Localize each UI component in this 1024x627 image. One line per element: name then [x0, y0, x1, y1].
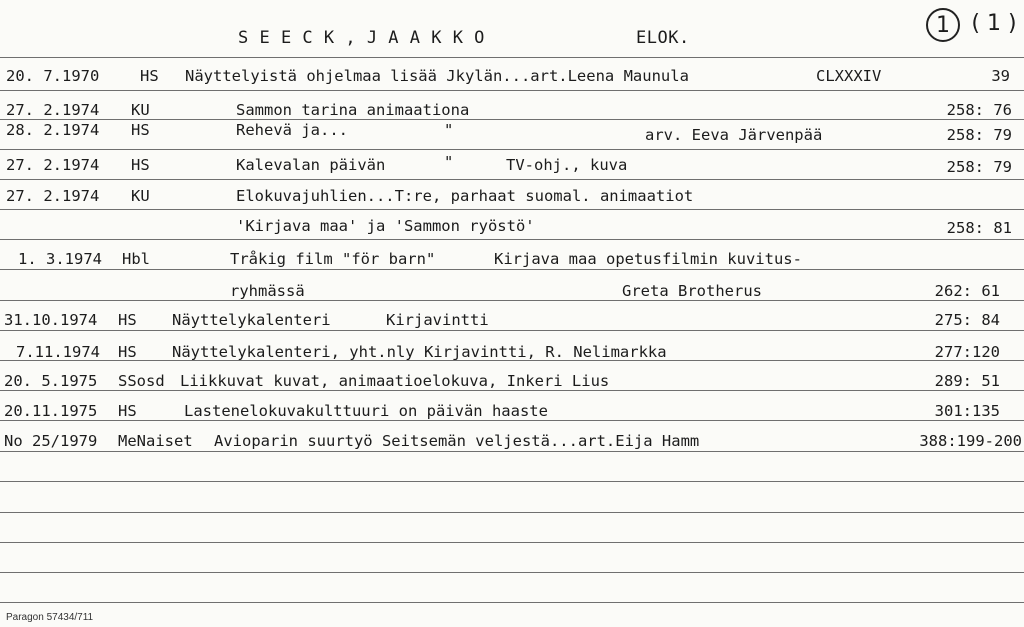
entry-date: 27. 2.1974: [6, 187, 100, 205]
entry-source: HS: [118, 311, 137, 329]
rule-line: [0, 512, 1024, 513]
entry-ref: 277:120: [934, 343, 1000, 361]
person-name: S E E C K , J A A K K O: [238, 28, 485, 48]
entry-title: Tråkig film "för barn": [230, 250, 436, 268]
entry-title: Rehevä ja...: [236, 121, 348, 139]
entry-title-continued: 'Kirjava maa' ja 'Sammon ryöstö': [236, 217, 535, 235]
rule-line: [0, 57, 1024, 58]
rule-line: [0, 602, 1024, 603]
rule-line: [0, 451, 1024, 452]
entry-source: HS: [131, 156, 150, 174]
entry-source: HS: [131, 121, 150, 139]
entry-ref: 289: 51: [934, 372, 1000, 390]
rule-line: [0, 572, 1024, 573]
entry-ref: 258: 79: [946, 158, 1012, 176]
entry-date: 28. 2.1974: [6, 121, 100, 139]
entry-extra: TV-ohj., kuva: [506, 156, 628, 174]
entry-ref: 39: [991, 67, 1010, 85]
rule-line: [0, 149, 1024, 150]
entry-ref: 275: 84: [934, 311, 1000, 329]
entry-extra: arv. Eeva Järvenpää: [645, 126, 823, 144]
entry-date: 20. 7.1970: [6, 67, 100, 85]
entry-extra: CLXXXIV: [816, 67, 882, 85]
rule-line: [0, 239, 1024, 240]
entry-date: 27. 2.1974: [6, 156, 100, 174]
entry-date: No 25/1979: [4, 432, 98, 450]
entry-source: SSosd: [118, 372, 165, 390]
paren-number-stamp: ( 1 ): [971, 10, 1017, 36]
entry-date: 27. 2.1974: [6, 101, 100, 119]
entry-title: Liikkuvat kuvat, animaatioelokuva, Inkeri Lius: [180, 372, 610, 390]
entry-ref: 258: 81: [946, 219, 1012, 237]
entry-date: 1. 3.1974: [18, 250, 102, 268]
entry-source: HS: [118, 402, 137, 420]
entry-title: Kalevalan päivän: [236, 156, 386, 174]
entry-title: Lastenelokuvakulttuuri on päivän haaste: [184, 402, 548, 420]
card-printer-mark: Paragon 57434/711: [6, 612, 94, 623]
entry-source: MeNaiset: [118, 432, 193, 450]
ditto-mark: ": [444, 121, 454, 139]
entry-ref: 262: 61: [934, 282, 1000, 300]
entry-ref: 301:135: [934, 402, 1000, 420]
rule-line: [0, 542, 1024, 543]
entry-extra: Kirjavintti: [386, 311, 489, 329]
entry-ref: 388:199-200: [919, 432, 1022, 450]
entry-source: HS: [118, 343, 137, 361]
category-label: ELOK.: [636, 28, 690, 48]
entry-ref: 258: 76: [946, 101, 1012, 119]
entry-title: Näyttelykalenteri: [172, 311, 331, 329]
rule-line: [0, 390, 1024, 391]
entry-source: Hbl: [122, 250, 150, 268]
rule-line: [0, 300, 1024, 301]
rule-line: [0, 330, 1024, 331]
entry-date: 20.11.1975: [4, 402, 98, 420]
entry-title-continued: ryhmässä: [230, 282, 305, 300]
entry-date: 20. 5.1975: [4, 372, 98, 390]
rule-line: [0, 269, 1024, 270]
entry-title: Näyttelyistä ohjelmaa lisää Jkylän...art.Leena Maunula: [185, 67, 689, 85]
rule-line: [0, 179, 1024, 180]
entry-date: 7.11.1974: [16, 343, 100, 361]
entry-extra: Kirjava maa opetusfilmin kuvitus-: [494, 250, 802, 268]
rule-line: [0, 90, 1024, 91]
circled-number-stamp: 1: [926, 8, 960, 42]
entry-author: Greta Brotherus: [622, 282, 762, 300]
rule-line: [0, 481, 1024, 482]
entry-title: Sammon tarina animaationa: [236, 101, 470, 119]
entry-source: KU: [131, 187, 150, 205]
entry-title: Näyttelykalenteri, yht.nly Kirjavintti, R. Nelimarkka: [172, 343, 667, 361]
entry-source: HS: [140, 67, 159, 85]
rule-line: [0, 119, 1024, 120]
entry-source: KU: [131, 101, 150, 119]
entry-title: Avioparin suurtyö Seitsemän veljestä...art.Eija Hamm: [214, 432, 700, 450]
rule-line: [0, 209, 1024, 210]
ditto-mark: ": [444, 153, 454, 171]
entry-date: 31.10.1974: [4, 311, 98, 329]
entry-ref: 258: 79: [946, 126, 1012, 144]
entry-title: Elokuvajuhlien...T:re, parhaat suomal. animaatiot: [236, 187, 694, 205]
rule-line: [0, 420, 1024, 421]
